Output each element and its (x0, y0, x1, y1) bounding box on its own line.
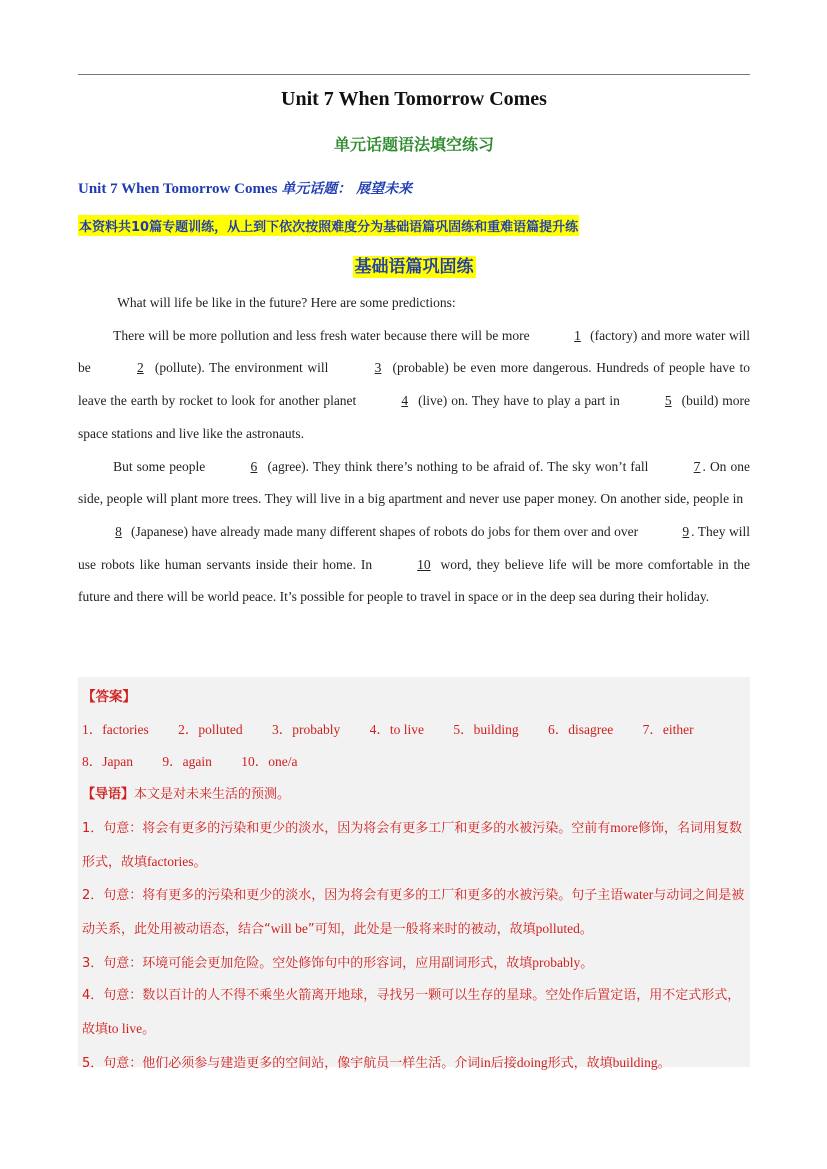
notice-banner: 本资料共10篇专题训练，从上到下依次按照难度分为基础语篇巩固练和重难语篇提升练 (78, 215, 579, 236)
explanation-text: 3．句意：环境可能会更加危险。空处修饰句中的形容词，应用副词形式，故填 (82, 955, 533, 971)
blank-9[interactable]: 9 (682, 523, 690, 539)
blank-6[interactable]: 6 (250, 458, 258, 474)
explanation-text: building (612, 1054, 658, 1070)
answer-item: 7．either (642, 721, 694, 737)
paragraph-text: (agree). They think there’s nothing to be afraid of. The sky won’t fall (267, 458, 649, 474)
unit-topic: 单元话题： 展望未来 (281, 181, 413, 197)
blank-2[interactable]: 2 (137, 360, 144, 376)
intro-label: 【导语】 (82, 787, 135, 803)
paragraph-text: . They will use robots like human servants inside their home. In (78, 523, 751, 572)
explanation-3 (82, 947, 746, 981)
explanation-5 (82, 1047, 746, 1081)
passage-paragraph-2 (78, 320, 750, 451)
page-subtitle: 单元话题语法填空练习 (333, 135, 494, 154)
paragraph-text: (factory) and more water will be (78, 327, 751, 376)
header-rule (78, 74, 750, 75)
explanation-text: polluted (535, 920, 580, 936)
paragraph-text: . On one side, people will plant more trees. They will live in a big apartment and never use paper money. On another side, people in (78, 458, 750, 507)
explanation-text: 形式，故填 (547, 1055, 613, 1071)
answer-intro (82, 779, 746, 812)
section-heading (78, 252, 750, 277)
blank-5[interactable]: 5 (664, 393, 672, 409)
explanation-text: 。 (193, 854, 207, 870)
explanation-text: 。 (579, 921, 593, 937)
explanation-text: in (480, 1054, 491, 1070)
explanation-text: 。 (580, 955, 594, 971)
explanation-text: will be (270, 920, 308, 936)
page-title: Unit 7 When Tomorrow Comes (281, 88, 547, 110)
explanation-text: probably (532, 954, 581, 970)
section-title: 基础语篇巩固练 (354, 257, 474, 277)
paragraph-text: What will life be like in the future? Here are some predictions: (117, 295, 456, 310)
explanation-text: 与动词之间是被动关系，此处用被动语态，结合“ (82, 888, 745, 937)
blank-4[interactable]: 4 (401, 393, 409, 409)
explanation-text: 。 (142, 1022, 156, 1038)
paragraph-text: (pollute). The environment will (154, 360, 329, 376)
explanation-2 (82, 879, 746, 946)
passage-paragraph-1 (78, 287, 750, 320)
paragraph-text: (Japanese) have already made many different shapes of robots do jobs for them over and over (130, 523, 639, 539)
reading-passage (78, 287, 750, 614)
answer-item: 3．probably (271, 721, 341, 737)
answer-item: 6．disagree (548, 721, 614, 737)
explanation-text: water (623, 887, 654, 903)
answer-section (78, 677, 750, 1071)
answer-item: 5．building (453, 721, 519, 737)
unit-name: Unit 7 When Tomorrow Comes (78, 181, 278, 197)
blank-3[interactable]: 3 (374, 360, 382, 376)
explanation-text: 5．句意：他们必须参与建造更多的空间站，像宇航员一样生活。介词 (82, 1055, 481, 1071)
intro-text: 本文是对未来生活的预测。 (134, 787, 291, 803)
explanation-text: more (610, 819, 639, 835)
paragraph-text: (build) more space stations and live like the astronauts. (78, 393, 751, 441)
answer-row-1 (82, 714, 746, 747)
answer-row-2 (82, 746, 746, 779)
paragraph-text: There will be more pollution and less fresh water because there will be more (113, 327, 530, 343)
explanation-text: 。 (657, 1055, 671, 1071)
paragraph-text: (probable) be even more dangerous. Hundreds of people have to leave the earth by rocket to look for another planet (78, 360, 751, 409)
blank-7[interactable]: 7 (693, 458, 701, 474)
blank-1[interactable]: 1 (574, 327, 581, 343)
explanation-text: to live (108, 1021, 143, 1037)
answer-item: 4．to live (369, 721, 424, 737)
answer-item: 2．polluted (178, 721, 243, 737)
explanation-text: 1．句意：将会有更多的污染和更少的淡水，因为将会有更多工厂和更多的水被污染。空前有 (82, 820, 611, 836)
answer-item: 10．one/a (241, 754, 298, 770)
paragraph-text: (live) on. They have to play a part in (418, 393, 620, 409)
blank-8[interactable]: 8 (115, 523, 122, 539)
explanation-text: 2．句意：将有更多的污染和更少的淡水，因为将会有更多的工厂和更多的水被污染。句子主语 (82, 888, 624, 904)
answer-item: 9．again (162, 754, 212, 770)
answer-item: 1．factories (82, 721, 149, 737)
explanation-1 (82, 812, 746, 879)
explanation-text: ”可知，此处是一般将来时的被动，故填 (307, 921, 536, 937)
paragraph-text: But some people (113, 458, 206, 474)
answer-item: 8．Japan (82, 754, 133, 770)
explanation-text: factories (147, 853, 194, 869)
explanation-text: doing (516, 1054, 548, 1070)
unit-line (78, 178, 412, 198)
explanation-4 (82, 980, 746, 1046)
paragraph-text: word, they believe life will be more comfortable in the future and there will be world peace. It’s possible for people to travel in space or in the deep sea during their holiday. (78, 556, 751, 605)
explanation-text: 4．句意：数以百计的人不得不乘坐火箭离开地球，寻找另一颗可以生存的星球。空处作后置定语，用不定式形式，故填 (82, 988, 741, 1038)
answer-heading: 【答案】 (82, 689, 136, 705)
explanation-text: 修饰，名词用复数形式，故填 (82, 820, 743, 870)
blank-10[interactable]: 10 (417, 556, 431, 572)
passage-paragraph-3 (78, 451, 750, 615)
explanation-text: 后接 (490, 1055, 517, 1071)
